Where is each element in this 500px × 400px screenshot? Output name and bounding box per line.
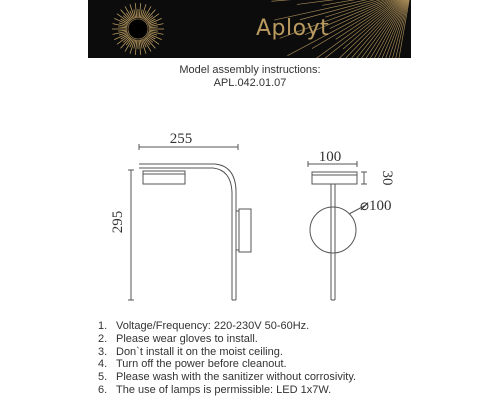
thickness-label: 30	[379, 170, 395, 186]
title-line-1: Model assembly instructions:	[179, 64, 321, 76]
instruction-item	[98, 333, 356, 346]
width-label: 255	[169, 131, 193, 147]
instruction-text: Please wear gloves to install.	[116, 332, 258, 345]
wall-bracket	[239, 209, 251, 252]
side-view	[128, 144, 251, 300]
instruction-number: 4.	[98, 358, 108, 371]
diameter-label: ⌀100	[360, 198, 392, 214]
instruction-text: Voltage/Frequency: 220-230V 50-60Hz.	[116, 320, 310, 332]
model-number: APL.042.01.07	[213, 77, 287, 89]
instruction-text: Don`t install it on the moist ceiling.	[116, 345, 283, 358]
instruction-number: 5.	[98, 371, 108, 384]
instruction-number: 3.	[98, 345, 108, 358]
lamp-head-front	[312, 172, 357, 184]
instruction-number: 1.	[98, 320, 108, 332]
lamp-head	[143, 171, 185, 184]
instruction-item	[98, 346, 356, 359]
instruction-item	[98, 371, 356, 384]
instructions-list	[98, 320, 356, 397]
instruction-text: Turn off the power before cleanout.	[116, 358, 287, 371]
front-view	[308, 161, 367, 300]
instruction-text: Please wash with the sanitizer without corrosivity.	[116, 371, 357, 384]
instruction-number: 2.	[98, 332, 108, 345]
instruction-text: The use of lamps is permissible: LED 1x7W.	[116, 383, 332, 396]
instruction-item	[98, 358, 356, 371]
instruction-item	[98, 384, 356, 397]
brand-logo-text: Aployt	[256, 16, 330, 41]
instruction-item	[98, 320, 356, 333]
instruction-number: 6.	[98, 383, 108, 396]
depth-label: 100	[318, 149, 342, 165]
height-label: 295	[110, 210, 126, 234]
